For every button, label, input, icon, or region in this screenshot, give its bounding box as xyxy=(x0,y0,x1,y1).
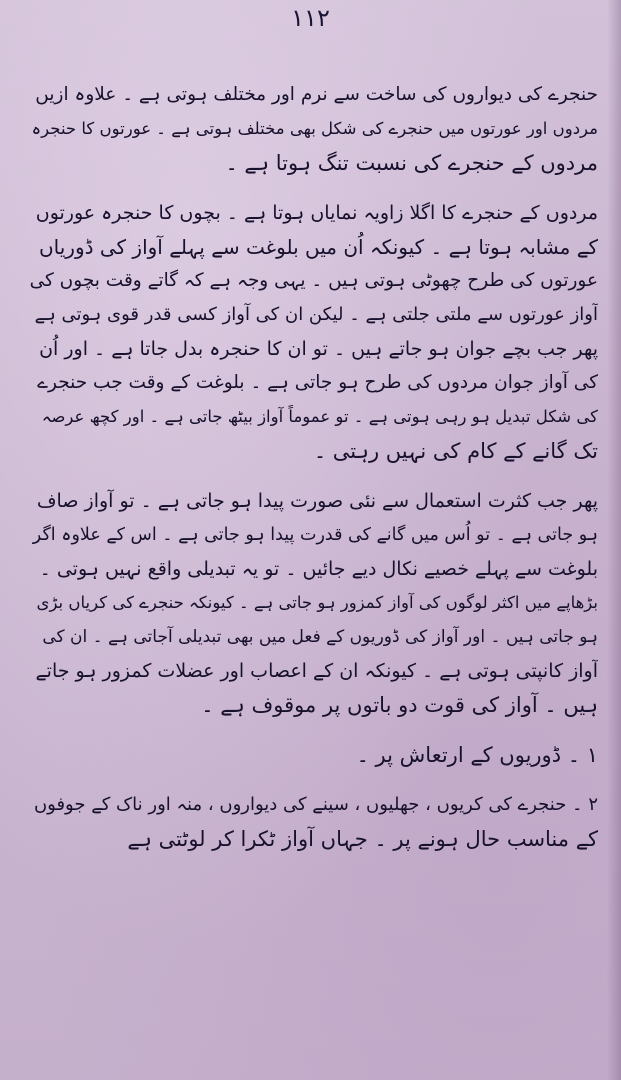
list-gap xyxy=(30,772,598,788)
text-line: آواز عورتوں سے ملتی جلتی ہے ۔ لیکن ان کی آواز کسی قدر قوی ہوتی ہے xyxy=(34,304,598,325)
numbered-list xyxy=(30,738,598,856)
page-number: ۱۱۲ xyxy=(291,4,330,32)
text-line: بڑھاپے میں اکثر لوگوں کی آواز کمزور ہو جاتی ہے ۔ کیونکہ حنجرے کی کریاں بڑی xyxy=(36,593,598,612)
list-item-line: ۲ ۔ حنجرے کی کریوں ، جھلیوں ، سینے کی دیواروں ، منہ اور ناک کے جوفوں xyxy=(33,794,598,815)
text-line: پھر جب کثرت استعمال سے نئی صورت پیدا ہو جاتی ہے ۔ تو آواز صاف xyxy=(36,490,598,512)
text-line: ہو جاتی ہیں ۔ اور آواز کی ڈوریوں کے فعل میں بھی تبدیلی آجاتی ہے ۔ ان کی xyxy=(42,627,598,647)
text-line: تک گانے کے کام کی نہیں رہتی ۔ xyxy=(313,439,598,463)
text-line: بلوغت سے پہلے خصیے نکال دیے جائیں ۔ تو یہ تبدیلی واقع نہیں ہوتی ۔ xyxy=(39,558,598,580)
list-item-line: کے مناسب حال ہونے پر ۔ جہاں آواز ٹکرا کر لوٹتی ہے xyxy=(127,827,598,851)
text-line: مردوں کے حنجرے کی نسبت تنگ ہوتا ہے ۔ xyxy=(225,151,598,175)
text-line: کے مشابہ ہوتا ہے ۔ کیونکہ اُن میں بلوغت سے پہلے آواز کی ڈوریاں xyxy=(38,235,598,259)
text-line: مردوں اور عورتوں میں حنجرے کی شکل بھی مختلف ہوتی ہے ۔ عورتوں کا حنجرہ xyxy=(31,119,598,138)
text-line: کی شکل تبدیل ہو رہی ہوتی ہے ۔ تو عموماً آواز بیٹھ جاتی ہے ۔ اور کچھ عرصہ xyxy=(41,407,598,426)
page-edge-shadow xyxy=(607,0,621,1080)
list-item-1 xyxy=(30,738,598,772)
list-item-2 xyxy=(30,788,598,856)
text-line: ہیں ۔ آواز کی قوت دو باتوں پر موقوف ہے ۔ xyxy=(201,693,598,717)
text-line: آواز کانپتی ہوتی ہے ۔ کیونکہ ان کے اعصاب اور عضلات کمزور ہو جاتے xyxy=(35,660,598,682)
text-line: حنجرے کی دیواروں کی ساخت سے نرم اور مختلف ہوتی ہے ۔ علاوہ ازیں xyxy=(35,84,598,105)
paragraph-gap xyxy=(30,180,598,196)
paragraph-3 xyxy=(30,484,598,722)
text-line: مردوں کے حنجرے کا اگلا زاویہ نمایاں ہوتا ہے ۔ بچوں کا حنجرہ عورتوں xyxy=(35,202,598,224)
text-line: عورتوں کی طرح چھوٹی ہوتی ہیں ۔ یہی وجہ ہے کہ گاتے وقت بچوں کی xyxy=(30,270,598,291)
list-item-line: ۱ ۔ ڈوریوں کے ارتعاش پر ۔ xyxy=(356,743,598,767)
text-line: کی آواز جوان مردوں کی طرح ہو جاتی ہے ۔ بلوغت کے وقت جب حنجرے xyxy=(37,372,598,393)
paragraph-gap xyxy=(30,468,598,484)
paragraph-1 xyxy=(30,78,598,180)
paragraph-2 xyxy=(30,196,598,468)
text-line: ہو جاتی ہے ۔ تو اُس میں گانے کی قدرت پیدا ہو جاتی ہے ۔ اس کے علاوہ اگر xyxy=(32,525,598,545)
paragraph-gap xyxy=(30,722,598,738)
page-text xyxy=(30,78,598,856)
text-line: پھر جب بچے جوان ہو جاتے ہیں ۔ تو ان کا حنجرہ بدل جاتا ہے ۔ اور اُن xyxy=(39,338,598,360)
